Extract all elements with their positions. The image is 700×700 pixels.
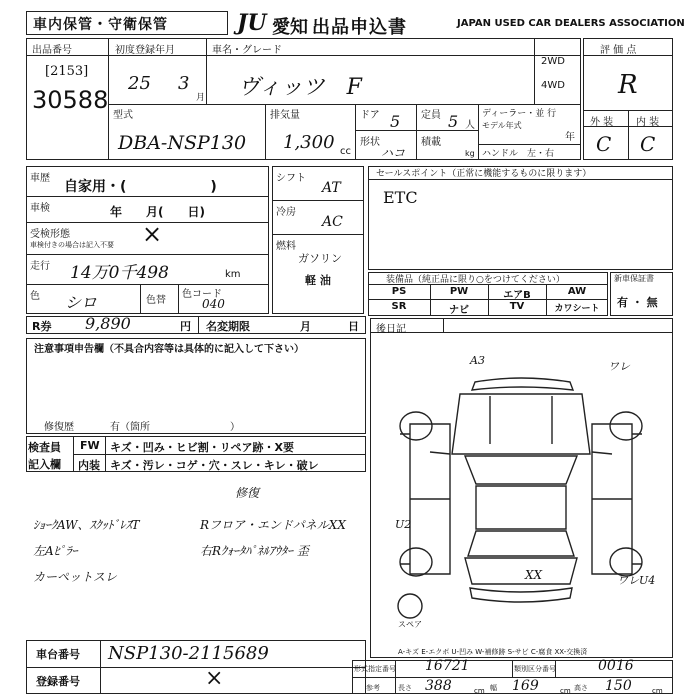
mileage-label: 走行	[30, 261, 50, 272]
repair-value: 有（箇所 ）	[110, 422, 240, 433]
sales-point-label: セールスポイント（正常に機能するものに限ります）	[376, 169, 592, 179]
length-value: 388	[425, 678, 452, 694]
recycle-amount: 9,890	[85, 314, 131, 333]
equip-tv: TV	[509, 301, 525, 312]
inspection-label: 車検	[30, 203, 50, 214]
name-grade-value: ヴィッツ F	[238, 75, 362, 100]
type-no-label: 形式指定番号	[354, 665, 396, 673]
category-no-label: 類別区分番号	[514, 665, 556, 673]
org-name: 愛知	[272, 17, 308, 38]
first-reg-month-unit: 月	[196, 93, 206, 103]
lot-label: 出品番号	[32, 45, 72, 56]
equip-leather-seat: カワシート	[554, 304, 600, 314]
model-year-unit: 年	[565, 132, 575, 143]
doors-value: 5	[390, 112, 401, 131]
equip-sr: SR	[391, 301, 407, 312]
fuel-gasoline: ガソリン	[298, 252, 342, 265]
receipt-label: 受検形態	[30, 229, 70, 240]
shift-label: シフト	[276, 173, 306, 184]
lot-number: 30588	[32, 86, 109, 114]
fuel-light-oil: 軽 油	[305, 274, 331, 287]
mileage-unit: km	[225, 269, 241, 280]
first-reg-month: 3	[178, 73, 190, 94]
note-repaired: 修復	[235, 486, 260, 500]
fuel-label: 燃料	[276, 241, 296, 252]
drive-4wd: 4WD	[541, 80, 565, 91]
receipt-mark: ×	[142, 220, 163, 248]
dealer-label: ディーラー・並 行	[482, 109, 557, 119]
color-value: シロ	[65, 293, 98, 312]
transfer-month: 月	[300, 320, 311, 333]
chassis-label: 車台番号	[36, 648, 80, 661]
shift-value: AT	[322, 180, 341, 196]
spare-label: スペア	[398, 620, 422, 629]
model-label: 型式	[113, 110, 133, 121]
mileage-value: 14万0千498	[70, 263, 169, 283]
width-value: 169	[512, 678, 539, 694]
mark-xx: XX	[525, 568, 543, 582]
doors-label: ドア	[360, 110, 380, 121]
recycle-label: R券	[32, 320, 52, 333]
inspection-value: 年 月( 日)	[110, 205, 205, 219]
cooling-value: AC	[322, 214, 343, 230]
repair-label: 修復歴	[44, 422, 74, 433]
transfer-label: 名変期限	[206, 320, 250, 333]
interior-grade: C	[640, 132, 656, 156]
car-diagram	[370, 334, 673, 634]
load-unit: kg	[465, 149, 475, 158]
name-grade-label: 車名・グレード	[212, 45, 282, 56]
interior-check-text: キズ・汚レ・コゲ・穴・スレ・キレ・破レ	[110, 459, 319, 472]
equip-aw: AW	[567, 286, 587, 297]
length-unit: cm	[474, 687, 485, 695]
history-value: 自家用・( )	[64, 179, 217, 195]
color-code-label: 色コード	[182, 289, 222, 300]
displacement-label: 排気量	[270, 110, 300, 121]
height-unit: cm	[652, 687, 663, 695]
color-code-value: 040	[202, 297, 225, 311]
handle-label: ハンドル 左・右	[482, 149, 555, 159]
recycle-transfer-row	[26, 316, 366, 334]
notes-label: 注意事項申告欄（不具合内容等は具体的に記入して下さい）	[34, 344, 304, 355]
form-title: 出品申込書	[312, 17, 407, 38]
shape-value: ハコ	[381, 146, 406, 160]
first-reg-year: 25	[128, 73, 151, 94]
model-year-label: モデル年式	[482, 121, 522, 130]
equip-airbag: エアB	[503, 290, 531, 301]
displacement-value: 1,300	[283, 132, 335, 153]
registry-label: 登録番号	[36, 675, 80, 688]
transfer-day: 日	[348, 320, 359, 333]
warranty-value: 有 ・ 無	[617, 296, 658, 309]
receipt-note: 車検付きの場合は記入不要	[30, 241, 114, 249]
category-box	[26, 11, 228, 35]
mark-crack-u4: ワレU4	[617, 574, 656, 587]
capacity-label: 定員	[421, 110, 441, 121]
equipment-label: 装備品（純正品に限り○をつけてください）	[386, 275, 565, 285]
height-label: 高さ	[574, 684, 588, 692]
category-no-value: 0016	[598, 658, 634, 674]
category-box-label: 車内保管・守衛保管	[33, 17, 168, 33]
warranty-label: 新車保証書	[614, 274, 654, 283]
inspector-label-1: 検査員	[28, 441, 61, 454]
drive-2wd: 2WD	[541, 56, 565, 67]
mark-crack-front: ワレ	[608, 360, 630, 373]
interior-label: 内 装	[636, 117, 660, 128]
damage-legend: A-キズ E-エクボ U-凹み W-補修跡 S-サビ C-腐食 XX-交換済	[398, 648, 588, 656]
fw-text: キズ・凹み・ヒビ割・リペア跡・X要	[110, 441, 295, 454]
sales-point-block	[368, 166, 673, 270]
shape-label: 形状	[360, 137, 380, 148]
fw-label: FW	[80, 439, 100, 452]
color-swap-label: 色替	[146, 295, 166, 306]
mark-a3: A3	[470, 354, 485, 367]
inspector-label-2: 記入欄	[28, 458, 61, 471]
interior-check-label: 内装	[78, 459, 100, 472]
cooling-label: 冷房	[276, 207, 296, 218]
width-unit: cm	[560, 687, 571, 695]
color-label: 色	[30, 291, 40, 302]
equip-ps: PS	[391, 286, 407, 297]
note-line1-b: Rフロア・エンドパネルXX	[200, 518, 346, 532]
load-label: 積載	[421, 137, 441, 148]
mark-u2: U2	[395, 518, 412, 531]
first-reg-label: 初度登録年月	[115, 45, 175, 56]
sales-point-value: ETC	[383, 188, 418, 207]
capacity-value: 5	[448, 112, 459, 131]
length-label: 長さ	[398, 684, 412, 692]
recycle-unit: 円	[180, 320, 191, 333]
model-value: DBA-NSP130	[118, 132, 247, 154]
equip-pw: PW	[449, 286, 469, 297]
type-no-value: 16721	[425, 658, 470, 674]
exterior-grade: C	[596, 132, 612, 156]
capacity-unit: 人	[465, 120, 475, 131]
history-label: 車歴	[30, 173, 50, 184]
size-ref-label: 参考	[366, 684, 380, 692]
note-line1-a: ｼｮｰｸAW、ｽｸｯﾄﾞﾚｽT	[33, 518, 140, 532]
registry-value: ×	[205, 666, 224, 691]
grade-label: 評 価 点	[600, 45, 637, 56]
diagram-label: 後日記	[376, 324, 406, 335]
note-line2-b: 右Rｸｫｰﾀﾊﾟﾈﾙｱｳﾀｰ 歪	[200, 544, 309, 558]
equip-navi: ナビ	[449, 305, 469, 316]
lot-sub-number: [2153]	[45, 64, 89, 79]
association-name: JAPAN USED CAR DEALERS ASSOCIATION	[457, 18, 685, 29]
displacement-unit: cc	[340, 146, 351, 157]
width-label: 幅	[490, 684, 497, 692]
ju-logo: JU	[237, 10, 267, 36]
chassis-value: NSP130-2115689	[108, 643, 269, 664]
note-line3: カーペットスレ	[33, 570, 117, 584]
grade-score: R	[618, 70, 638, 100]
note-line2-a: 左Aﾋﾟﾗｰ	[33, 544, 78, 558]
exterior-label: 外 装	[590, 117, 614, 128]
height-value: 150	[605, 678, 632, 694]
